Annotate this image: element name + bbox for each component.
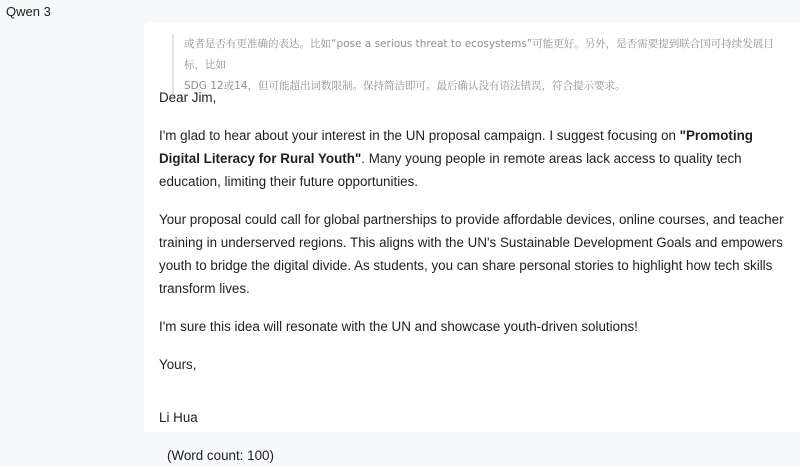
letter-signature: Li Hua (159, 410, 198, 425)
proposal-title: "Promoting Digital Literacy for Rural Youth" (159, 128, 753, 166)
reply-paragraph-1 (159, 124, 784, 193)
model-name-label: Qwen 3 (6, 4, 51, 19)
reply-paragraph-2: Your proposal could call for global partnerships to provide affordable devices, online courses, and teacher training in underserved regions. This aligns with the UN's Sustainable Development Goals and empowers youth to bridge the digital divide. As students, you can share personal stories to highlight how tech skills transform lives. (159, 212, 784, 296)
reply-paragraph-3: I'm sure this idea will resonate with the UN and showcase youth-driven solutions! (159, 319, 638, 334)
thinking-line-2: SDG 12或14，但可能超出词数限制。保持简洁即可。最后确认没有语法错误，符合提示要求。 (184, 80, 626, 92)
response-panel (144, 22, 800, 463)
thinking-line-1: 或者是否有更准确的表达。比如“pose a serious threat to ecosystems”可能更好。另外，是否需要提到联合国可持续发展目标，比如 (184, 38, 774, 71)
word-count: (Word count: 100) (167, 448, 274, 463)
paragraph-1-intro: I'm glad to hear about your interest in the UN proposal campaign. I suggest focusing on (159, 128, 680, 143)
letter-closing: Yours, (159, 357, 197, 372)
letter-greeting: Dear Jim, (159, 90, 217, 105)
paragraph-1-rest: . Many young people in remote areas lack access to quality tech education, limiting their future opportunities. (159, 151, 742, 189)
reply-body (159, 86, 784, 467)
